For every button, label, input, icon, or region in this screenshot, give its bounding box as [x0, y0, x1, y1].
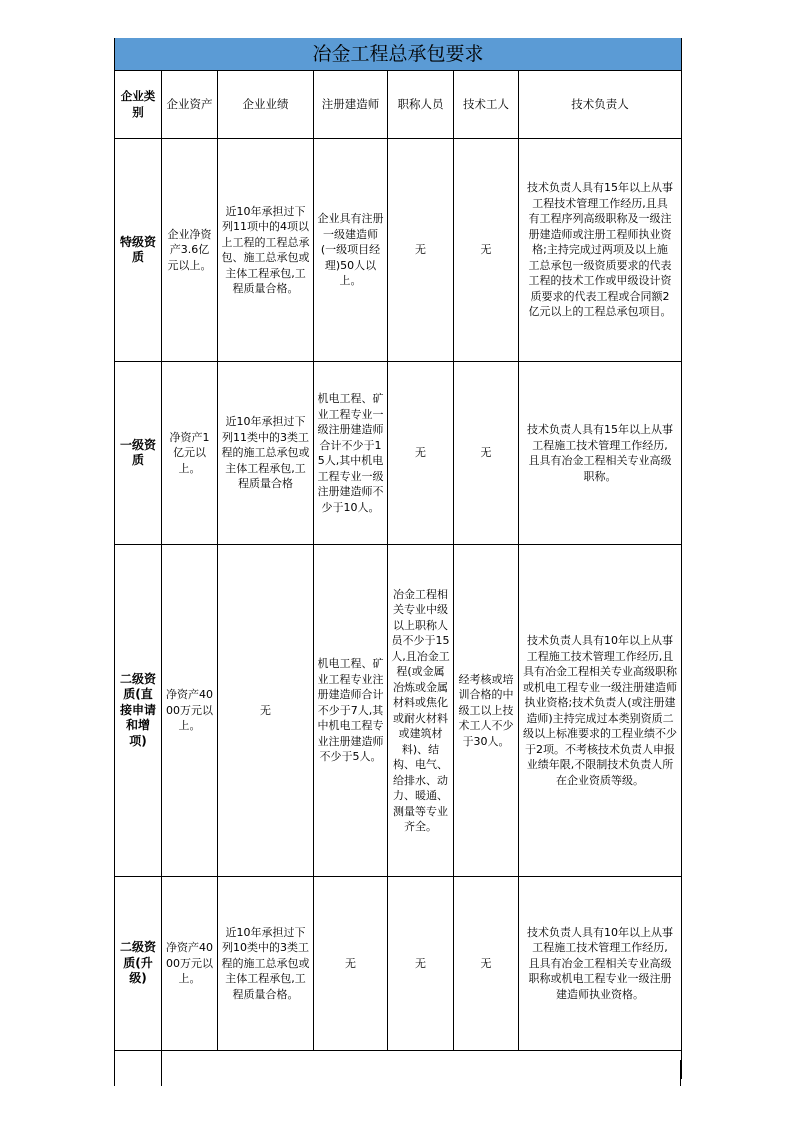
header-category: 企业类别 [115, 71, 162, 139]
header-tech-lead: 技术负责人 [519, 71, 682, 139]
assets-cell: 企业净资产3.6亿元以上。 [162, 139, 218, 362]
header-titled-staff: 职称人员 [388, 71, 454, 139]
tech-lead-cell: 技术负责人具有10年以上从事工程施工技术管理工作经历,且具有冶金工程相关专业高级职称或机电工程专业一级注册建造师执业资格。 [519, 877, 682, 1051]
performance-cell: 近10年承担过下列11类中的3类工程的施工总承包或主体工程承包,工程质量合格 [218, 362, 314, 545]
table-border-line [161, 1060, 162, 1086]
performance-cell: 近10年承担过下列10类中的3类工程的施工总承包或主体工程承包,工程质量合格。 [218, 877, 314, 1051]
workers-cell: 无 [454, 139, 519, 362]
builders-cell: 机电工程、矿业工程专业注册建造师合计不少于7人,其中机电工程专业注册建造师不少于5人。 [314, 545, 388, 877]
workers-cell: 无 [454, 362, 519, 545]
builders-cell: 无 [314, 877, 388, 1051]
header-row [115, 71, 682, 139]
header-builders: 注册建造师 [314, 71, 388, 139]
tech-lead-cell: 技术负责人具有15年以上从事工程技术管理工作经历,且具有工程序列高级职称及一级注册建造师或注册工程师执业资格;主持完成过两项及以上施工总承包一级资质要求的代表工程的技术工作或甲级设计资质要求的代表工程或合同额2亿元以上的工程总承包项目。 [519, 139, 682, 362]
page-title: 冶金工程总承包要求 [115, 38, 682, 71]
titled-staff-cell: 冶金工程相关专业中级以上职称人员不少于15人,且冶金工程(或金属冶炼或金属材料或焦化或耐火材料或建筑材料)、结构、电气、给排水、动力、暖通、测量等专业齐全。 [388, 545, 454, 877]
tech-lead-cell: 技术负责人具有10年以上从事工程施工技术管理工作经历,且具有冶金工程相关专业高级职称或机电工程专业一级注册建造师执业资格;技术负责人(或注册建造师)主持完成过本类别资质二级以上标准要求的工程业绩不少于2项。不考核技术负责人申报业绩年限,不限制技术负责人所在企业资质等级。 [519, 545, 682, 877]
performance-cell: 无 [218, 545, 314, 877]
assets-cell: 净资产4000万元以上。 [162, 545, 218, 877]
assets-cell: 净资产1亿元以上。 [162, 362, 218, 545]
empty-cell [519, 1051, 682, 1080]
table-border-line [114, 1060, 115, 1086]
assets-cell: 净资产4000万元以上。 [162, 877, 218, 1051]
workers-cell: 无 [454, 877, 519, 1051]
header-performance: 企业业绩 [218, 71, 314, 139]
table-border-line [680, 1060, 681, 1086]
empty-row [115, 1051, 682, 1080]
titled-staff-cell: 无 [388, 877, 454, 1051]
table-row [115, 545, 682, 877]
qualification-table [114, 38, 682, 1079]
table-row [115, 139, 682, 362]
table-row [115, 362, 682, 545]
builders-cell: 机电工程、矿业工程专业一级注册建造师合计不少于15人,其中机电工程专业一级注册建造师不少于10人。 [314, 362, 388, 545]
empty-cell [162, 1051, 519, 1080]
workers-cell: 经考核或培训合格的中级工以上技术工人不少于30人。 [454, 545, 519, 877]
category-cell: 特级资质 [115, 139, 162, 362]
titled-staff-cell: 无 [388, 139, 454, 362]
category-cell: 一级资质 [115, 362, 162, 545]
performance-cell: 近10年承担过下列11项中的4项以上工程的工程总承包、施工总承包或主体工程承包,工程质量合格。 [218, 139, 314, 362]
tech-lead-cell: 技术负责人具有15年以上从事工程施工技术管理工作经历,且具有冶金工程相关专业高级职称。 [519, 362, 682, 545]
header-workers: 技术工人 [454, 71, 519, 139]
builders-cell: 企业具有注册一级建造师(一级项目经理)50人以上。 [314, 139, 388, 362]
empty-cell [115, 1051, 162, 1080]
category-cell: 二级资质(升级) [115, 877, 162, 1051]
header-assets: 企业资产 [162, 71, 218, 139]
category-cell: 二级资质(直接申请和增项) [115, 545, 162, 877]
titled-staff-cell: 无 [388, 362, 454, 545]
table-row [115, 877, 682, 1051]
